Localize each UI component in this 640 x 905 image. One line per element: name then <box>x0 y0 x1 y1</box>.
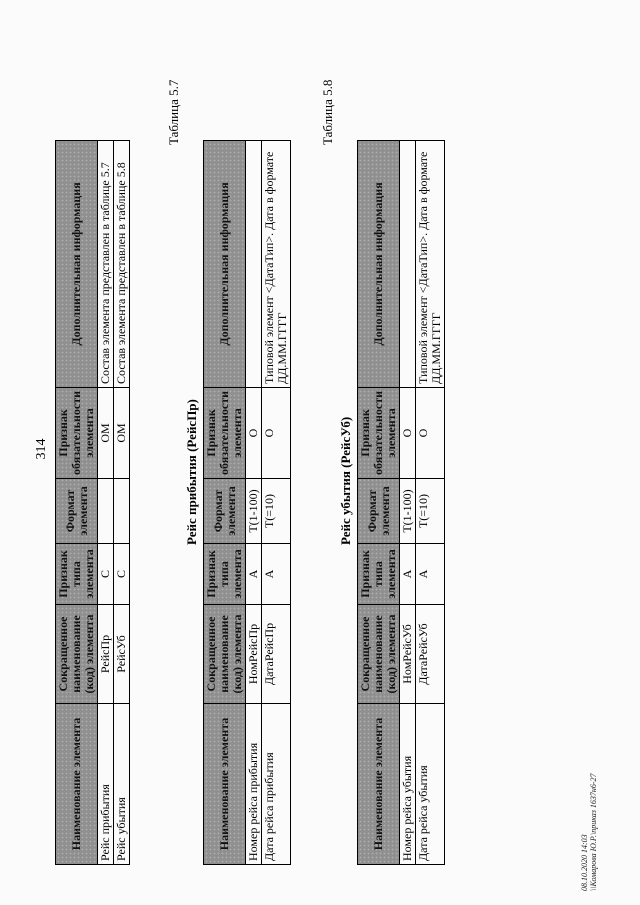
header-name: Наименование элемента <box>56 704 98 865</box>
cell-info: Типовой элемент <ДатаТип>. Дата в формате ДД.ММ.ГГГГ <box>416 140 445 387</box>
table-label-5-7: Таблица 5.7 <box>166 79 181 145</box>
table-label-5-8: Таблица 5.8 <box>320 79 335 145</box>
table-row <box>400 140 416 864</box>
header-type: Признак типа элемента <box>358 544 400 605</box>
cell-code: ДатаРейсПр <box>262 605 291 704</box>
cell-code: РейсУб <box>114 605 130 704</box>
header-type: Признак типа элемента <box>204 544 246 605</box>
header-required: Признак обязательности элемента <box>204 387 246 478</box>
cell-format: Т(=10) <box>416 479 445 544</box>
header-name: Наименование элемента <box>204 704 246 865</box>
cell-info <box>400 140 416 387</box>
table-header-row <box>204 140 246 864</box>
footer-timestamp: 08.10.2020 14:03 <box>580 834 589 891</box>
header-type: Признак типа элемента <box>56 544 98 605</box>
cell-name: Рейс убытия <box>114 704 130 865</box>
cell-info: Состав элемента представлен в таблице 5.7 <box>98 140 114 387</box>
header-required: Признак обязательности элемента <box>56 387 98 478</box>
table-header-row <box>358 140 400 864</box>
table-5-7 <box>203 140 291 865</box>
cell-required: О <box>400 387 416 478</box>
cell-type: А <box>246 544 262 605</box>
table-header-row <box>56 140 98 864</box>
cell-name: Рейс прибытия <box>98 704 114 865</box>
cell-format: Т(1-100) <box>400 479 416 544</box>
table-row <box>114 140 130 864</box>
header-format: Формат элемента <box>204 479 246 544</box>
table-5-8 <box>357 140 445 865</box>
table-title-5-7: Рейс прибытия (РейсПр) <box>184 399 199 545</box>
cell-required: О <box>262 387 291 478</box>
cell-code: РейсПр <box>98 605 114 704</box>
header-info: Дополнительная информация <box>358 140 400 387</box>
cell-code: НомРейсУб <box>400 605 416 704</box>
header-info: Дополнительная информация <box>56 140 98 387</box>
header-name: Наименование элемента <box>358 704 400 865</box>
cell-type: С <box>114 544 130 605</box>
cell-type: А <box>400 544 416 605</box>
table-row <box>416 140 445 864</box>
header-code: Сокращенное наименование (код) элемента <box>204 605 246 704</box>
table-row <box>246 140 262 864</box>
cell-required: ОМ <box>114 387 130 478</box>
table-row <box>262 140 291 864</box>
cell-info: Состав элемента представлен в таблице 5.8 <box>114 140 130 387</box>
cell-name: Номер рейса убытия <box>400 704 416 865</box>
cell-name: Дата рейса прибытия <box>262 704 291 865</box>
table-row <box>98 140 114 864</box>
cell-type: А <box>262 544 291 605</box>
cell-required: О <box>416 387 445 478</box>
cell-format <box>114 479 130 544</box>
header-format: Формат элемента <box>56 479 98 544</box>
cell-required: ОМ <box>98 387 114 478</box>
table-title-5-8: Рейс убытия (РейсУб) <box>338 416 353 545</box>
cell-name: Дата рейса убытия <box>416 704 445 865</box>
footer-path: \\Комарова Ю.Р.\приказ 1637н6-27 <box>589 773 598 891</box>
cell-type: С <box>98 544 114 605</box>
cell-required: О <box>246 387 262 478</box>
cell-format: Т(=10) <box>262 479 291 544</box>
header-info: Дополнительная информация <box>204 140 246 387</box>
cell-format: Т(1-100) <box>246 479 262 544</box>
header-code: Сокращенное наименование (код) элемента <box>358 605 400 704</box>
page-number: 314 <box>34 438 49 460</box>
table-continuation <box>55 140 130 865</box>
header-required: Признак обязательности элемента <box>358 387 400 478</box>
cell-code: НомРейсПр <box>246 605 262 704</box>
cell-name: Номер рейса прибытия <box>246 704 262 865</box>
header-format: Формат элемента <box>358 479 400 544</box>
cell-info <box>246 140 262 387</box>
print-footer <box>580 773 598 891</box>
cell-code: ДатаРейсУб <box>416 605 445 704</box>
cell-info: Типовой элемент <ДатаТип>. Дата в формате ДД.ММ.ГГГГ <box>262 140 291 387</box>
cell-type: А <box>416 544 445 605</box>
header-code: Сокращенное наименование (код) элемента <box>56 605 98 704</box>
cell-format <box>98 479 114 544</box>
